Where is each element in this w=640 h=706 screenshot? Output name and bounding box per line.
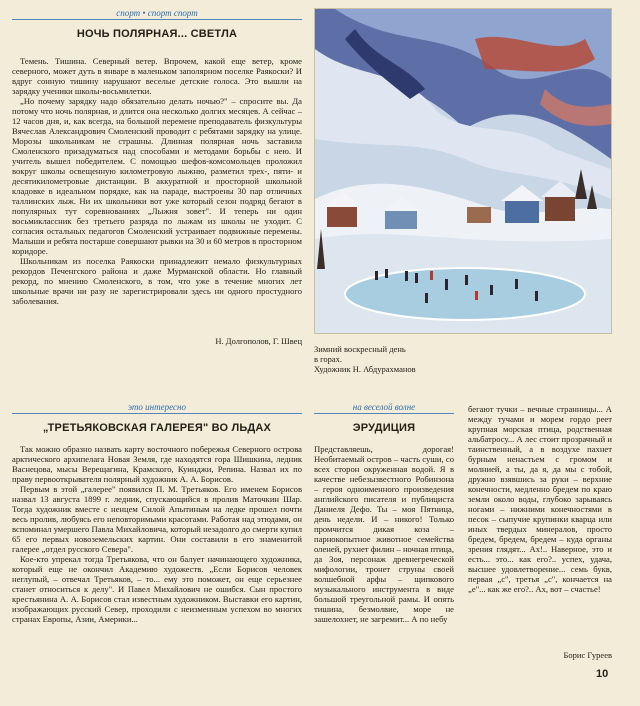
article-body-erudition-col1: Представляешь, дорогая! Необитаемый остров – часть суши, со всех сторон окруженная водой. Я в качестве небезызвестного Робинзона – героя одноименного произведения английского писателя и публициста Даниеля Дефо. Ты – моя Пятница, день недели. И – никого! Только промчится дикая коза – парнокопытное животное семейства оленей, рухнет филин – ночная птица, да Зоя, персонаж древнегреческой мифологии, тронет струны своей волшебной арфы – щипкового музыкального инструмента в виде большой треугольной рамы. И опять тишина, безмолвие, море не зашелохнет, не загремит... А по небу bbox=[314, 444, 454, 624]
paragraph: Школьникам из поселка Раякоски принадлежит немало физкультурных рекордов Печенгского района и даже Мурманской области. Но главный рекорд, по мнению Смоленского, в том, что уже в течение многих лет школьные врачи ни разу не зарегистрировали здесь ни одного простудного заболевания. bbox=[12, 256, 302, 306]
article-body-tretyakov bbox=[12, 444, 302, 694]
interesting-rubric: это интересно bbox=[12, 402, 302, 414]
paragraph: Первым в этой „галерее" появился П. М. Третьяков. Его именем Борисов назвал 13 августа 1899 г. ледник, спускающийся в пролив Маточкин Шар. Тогда художник вместе с ненцем Силой Апытиным на ледке прошел почти весь пролив, любуясь его неповторимыми красотами. Работая над этюдами, он вспоминал умершего Павла Михайловича, который незадолго до смерти купил 65 его первых новоземельских картин. Они составили в его знаменитой галерее „отдел русского Севера". bbox=[12, 484, 302, 554]
painting-caption bbox=[314, 344, 514, 374]
article-author-erudition: Борис Гуреев bbox=[563, 650, 612, 660]
caption-line: Художник Н. Абдурахманов bbox=[314, 364, 416, 374]
humor-rubric: на веселой волне bbox=[314, 402, 454, 414]
sport-rubric: спорт • спорт спорт bbox=[12, 8, 302, 20]
caption-line: в горах. bbox=[314, 354, 343, 364]
article-body-erudition-col2: бегают тучки – вечные странницы... А между тучами и морем гордо реет крупная морская птица, родственная альбатросу... А лес стоит прозрачный и таинственный, а в воздухе пахнет бурным ненастьем с громом и молнией, а ты, да я, да мы с тобой, дружно взявшись за руки – верхние конечности, медленно бредем по краю земли около воды, глубоко зарываясь ногами – нижними конечностями в песок – сыпучие крупинки кварца или иных твердых минералов, просто бредем, бредем, бредем – куда органы зрения глядят... Ах!.. Наверное, это и есть... это... как его?.. успех, удача, высшее удовлетворение... семь букв, первая „с", третья „с", кончается на „е"... как же его?.. Ах, вот – счастье! bbox=[468, 404, 612, 594]
article-title-erudition: ЭРУДИЦИЯ bbox=[352, 422, 416, 434]
paragraph: Кое-кто упрекал тогда Третьякова, что он балует начинающего художника, который еще не окончил Академию художеств. „Если Борисов человек неглупый, – отвечал Третьяков, – то... ему это поможет, он еще серьезнее станет относиться к делу". И Павел Михайлович не ошибся. Сын простого крестьянина А. А. Борисов стал известным художником. Выставки его картин, изображающих русский Север, проходили с неизменным успехом во многих странах Европы, Азии, Америки... bbox=[12, 554, 302, 624]
paragraph: Темень. Тишина. Северный ветер. Впрочем, какой еще ветер, кроме северного, может дуть в январе в маленьком заполярном поселке Раякоски? И вдруг сонную тишину нарушают веселые детские голоса. Это вышли на зарядку ученики школы-восьмилетки. bbox=[12, 56, 302, 96]
article-title-tretyakov: „ТРЕТЬЯКОВСКАЯ ГАЛЕРЕЯ" ВО ЛЬДАХ bbox=[42, 422, 272, 434]
caption-line: Зимний воскресный день bbox=[314, 344, 406, 354]
page-number: 10 bbox=[596, 668, 609, 680]
painting-winter-day bbox=[314, 8, 612, 334]
painting-illustration bbox=[315, 9, 611, 333]
article-title-polar-night: НОЧЬ ПОЛЯРНАЯ... СВЕТЛА bbox=[76, 28, 238, 40]
article-author-polar-night: Н. Долгополов, Г. Швец bbox=[215, 336, 302, 346]
paragraph: Так можно образно назвать карту восточного побережья Северного острова арктического архипелага Новая Земля, где находятся гора Шишкина, ледник Васнецова, мысы Верещагина, Крамского, Куинджи, Репина. Назвал их по праву первооткрывателя полярный художник А. А. Борисов. bbox=[12, 444, 302, 484]
paragraph: „Но почему зарядку надо обязательно делать ночью?" – спросите вы. Да потому что ночь полярная, и длится она несколько долгих месяцев. А сейчас – 12 часов дня, и, как всегда, на большой перемене преподаватель физкультуры Вячеслав Александрович Смоленский проводит с ребятами зарядку на улице. Морозы школьникам не страшны. Длинная полярная ночь заставила Смоленского призадуматься над способами и методами борьбы с нею. И учитель вышел победителем. С помощью шефов-комсомольцев проложил вокруг школы освещенную километровую лыжню, разметил трех-, пяти- и десятикилометровые дистанции. В аккуратной и просторной школьной кладовке в идеальном порядке, как на параде, выстроены 30 пар отличных таллинских лыж. Ни их школьники вот уже который сезон подряд бегают в популярных тут соревнованиях „Лыжня зовет". И теперь ни один восьмиклассник без третьего разряда по лыжам из школы не уходит. С согласия остальных педагогов Смоленский устраивает подвижные перемены. Малыши и ребята постарше совершают рывки на 30 и 60 метров в просторном коридоре. bbox=[12, 96, 302, 256]
article-body-polar-night bbox=[12, 56, 302, 328]
